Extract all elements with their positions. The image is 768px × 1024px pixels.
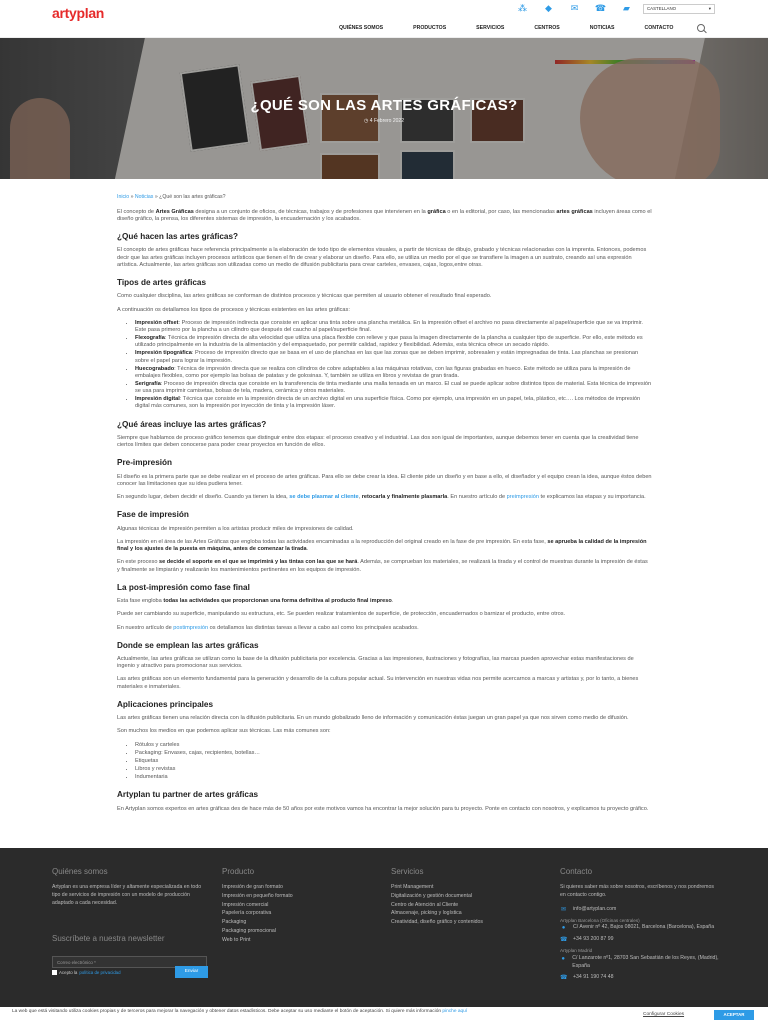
footer bbox=[0, 848, 768, 1024]
breadcrumb-noticias[interactable]: Noticias bbox=[134, 194, 154, 200]
mail-icon: ✉ bbox=[560, 906, 567, 913]
paragraph: El concepto de artes gráficas hace referencia principalmente a la elaboración de todo tipo de elementos visuales, a partir de técnicas de dibujo, grabado y técnicas relacionadas con la imprenta. Entonces, podemos decir que las artes gráficas incluyen procesos artísticos que tienen el fin de crear y elaborar un diseño. Para ello, se utiliza un medio por el que se transfiere la imagen a un sustrato, creando así una expresión artística. Actualmente, las artes gráficas son utilizadas como un medio de difusión publicitaria para crear carteles, envases, cajas, logos,entre otras. bbox=[117, 247, 647, 268]
newsletter-submit-button[interactable]: Enviar bbox=[175, 966, 208, 978]
footer-link[interactable]: Web to Print bbox=[222, 936, 251, 943]
list-item: • Serigrafía: Proceso de impresión directa que consiste en la transferencia de tinta mediante una malla tensada en un marco. El cual se puede aplicar sobre distintos tipos de material. Esta técnica de impresión se usa para imprimir camisetas, bolsas de tela, madera, cerámica y otros materiales. bbox=[135, 381, 652, 395]
list-item: • Huecograbado: Técnica de impresión directa que se realiza con cilindros de cobre adaptables a las máquinas rotativas, con las figuras grabadas en hueco. Este método se utiliza para la impresión de embalajes flexibles, como por ejemplo las bolsas de patatas y de golosinas. Y, también se utiliza en libros y revistas de gran tirada. bbox=[135, 366, 652, 380]
section-heading: Tipos de artes gráficas bbox=[117, 277, 207, 287]
footer-heading: Contacto bbox=[560, 867, 593, 876]
privacy-checkbox[interactable] bbox=[52, 970, 57, 975]
aplicaciones-list bbox=[135, 742, 652, 782]
section-heading: Fase de impresión bbox=[117, 510, 189, 520]
list-item: • Etiquetas bbox=[135, 758, 652, 765]
article-content bbox=[117, 194, 652, 819]
paragraph: A continuación os detallamos los tipos de procesos y técnicas existentes en las artes gráficas: bbox=[117, 306, 350, 313]
paragraph: Como cualquier disciplina, las artes gráficas se conforman de distintos procesos y técnicas que permiten al usuario obtener el resultado final esperado. bbox=[117, 293, 492, 300]
footer-link[interactable]: Packaging bbox=[222, 919, 247, 926]
list-item: • Impresión digital: Técnica que consiste en la impresión directa de un archivo digital en una superficie física. Como por ejemplo, una impresión en un papel, tela, plástico, etc…. Los métodos de impresión digital más comunes, son la impresión por inyección de tinta y la impresión láser. bbox=[135, 396, 652, 410]
paragraph: Las artes gráficas son un elemento fundamental para la generación y desarrollo de la cultura popular actual. Su intervención en nuestras vidas nos permite acercarnos a marcas y artistas y, por lo tanto, a bienes materiales e inmateriales. bbox=[117, 676, 639, 690]
section-heading: ¿Qué áreas incluye las artes gráficas? bbox=[117, 419, 267, 429]
phone-icon[interactable]: ☎ bbox=[594, 3, 607, 14]
link-plasmar-cliente[interactable]: se debe plasmar al cliente bbox=[289, 494, 359, 501]
footer-link[interactable]: Centro de Atención al Cliente bbox=[391, 901, 459, 908]
footer-link[interactable]: Papelería corporativa bbox=[222, 910, 272, 917]
hero-banner bbox=[0, 38, 768, 179]
paragraph: Las artes gráficas tienen una relación directa con la difusión publicitaria. En un mundo globalizado lleno de información y comunicación éstas juegan un gran papel ya que nos sirven como medio de difusión. bbox=[117, 715, 629, 722]
main-nav bbox=[333, 25, 673, 32]
phone-icon: ☎ bbox=[560, 937, 568, 944]
location-pin-icon: ● bbox=[561, 925, 566, 932]
list-item: • Indumentaria bbox=[135, 774, 652, 781]
configure-cookies-link[interactable]: Configurar Cookies bbox=[643, 1012, 685, 1017]
nav-centros[interactable]: CENTROS bbox=[534, 25, 560, 31]
accept-cookies-button[interactable]: ACEPTAR bbox=[714, 1010, 754, 1020]
search-icon[interactable] bbox=[697, 24, 705, 32]
paragraph: Algunas técnicas de impresión permiten a los artistas producir miles de impresiones de calidad. bbox=[117, 525, 354, 532]
footer-heading: Quiénes somos bbox=[52, 867, 108, 876]
paragraph: Son muchos los medios en que podemos aplicar sus técnicas. Las más comunes son: bbox=[117, 728, 331, 735]
cookie-info-link[interactable]: pinche aquí bbox=[442, 1009, 468, 1014]
section-heading: Donde se emplean las artes gráficas bbox=[117, 640, 259, 650]
list-item: • Impresión tipográfica: Proceso de impresión directo que se basa en el uso de planchas en las que las zonas que se deben imprimir, sobresalen y están impregnadas de tinta. Las planchas se presionan sobre el papel para lograr la impresión. bbox=[135, 350, 652, 364]
section-heading: Pre-impresión bbox=[117, 458, 173, 468]
language-select[interactable] bbox=[643, 4, 715, 14]
paragraph: En segundo lugar, deben decidir el diseño. Cuando ya tienen la idea, se debe plasmar al cliente, retocarla y finalmente plasmarla. En nuestro artículo de preimpresión te explicamos las etapas y su importancia. bbox=[117, 494, 646, 501]
newsletter-email-input[interactable]: Correo electrónico * bbox=[52, 956, 207, 968]
artyplan-logo[interactable]: artyplan bbox=[52, 5, 105, 21]
footer-producto bbox=[222, 866, 372, 946]
list-item: • Flexografía: Técnica de impresión directa de alta velocidad que utiliza una placa flexible con relieve y que pasa la imagen directamente de la plancha a cualquier tipo de superficie. Por ello, este método es utilizado principalmente en la industria de la alimentación y del empaquetado, por permitir calidad, rapidez y flexibilidad. Además, esta técnica ofrece un secado rápido. bbox=[135, 335, 652, 349]
tipos-list bbox=[135, 320, 652, 411]
footer-link[interactable]: Impresión de gran formato bbox=[222, 884, 283, 890]
link-preimpresion[interactable]: preimpresión bbox=[506, 494, 539, 501]
footer-link[interactable]: Digitalización y gestión documental bbox=[391, 892, 473, 899]
post-date: ◷ 4 Febrero 2022 bbox=[364, 118, 404, 124]
privacy-checkbox-row: Acepto la política de privacidad bbox=[52, 970, 121, 976]
section-heading: ¿Qué hacen las artes gráficas? bbox=[117, 231, 239, 241]
chevron-down-icon: ▾ bbox=[708, 6, 711, 12]
page-title: ¿QUÉ SON LAS ARTES GRÁFICAS? bbox=[250, 97, 518, 114]
paragraph: La impresión en el área de las Artes Gráficas que engloba todas las actividades encaminadas a la reproducción del original creado en la fase de pre impresión. En esta fase, se aprueba la calidad de la impresión final y los ajustes de la puesta en máquina, antes de comenzar la tirada. bbox=[117, 539, 647, 553]
top-icons bbox=[516, 4, 633, 14]
contact-text: Si quieres saber más sobre nosotros, escríbenos y nos pondremos en contacto contigo. bbox=[560, 884, 714, 898]
section-heading: La post-impresión como fase final bbox=[117, 582, 250, 592]
footer-heading: Servicios bbox=[391, 867, 424, 876]
web-to-print-icon[interactable]: ▰ bbox=[623, 3, 630, 14]
phone-icon: ☎ bbox=[560, 974, 568, 981]
cookie-banner bbox=[0, 1007, 768, 1024]
list-item: • Rótulos y carteles bbox=[135, 742, 652, 749]
list-item: • Libros y revistas bbox=[135, 766, 652, 773]
footer-link[interactable]: Impresión en pequeño formato bbox=[222, 892, 293, 899]
mail-icon[interactable]: ✉ bbox=[570, 3, 579, 14]
footer-quienes bbox=[52, 866, 202, 907]
paragraph: El diseño es la primera parte que se debe realizar en el proceso de artes gráficas. Para ello se debe crear la idea. El cliente pide un diseño y en base a ello, el diseñador y el equipo crean la idea, aunque éstos deben conocer las limitaciones que su idea pudiera tener. bbox=[117, 473, 652, 488]
top-header bbox=[0, 0, 768, 38]
footer-heading: Producto bbox=[222, 867, 255, 876]
footer-contacto bbox=[560, 866, 720, 986]
paragraph: Esta fase engloba todas las actividades que proporcionan una forma definitiva al producto final impreso. bbox=[117, 598, 394, 605]
footer-link[interactable]: Creatividad, diseño gráfico y contenidos bbox=[391, 919, 483, 926]
nav-productos[interactable]: PRODUCTOS bbox=[413, 25, 447, 31]
paragraph: Puede ser cambiando su superficie, manipulando su estructura, etc. Se pueden realizar tratamientos de superficie, de protección, encuadernados o barnizar el producto, entre otros. bbox=[117, 611, 566, 618]
footer-link[interactable]: Print Management bbox=[391, 884, 434, 890]
privacy-policy-link[interactable]: política de privacidad bbox=[79, 970, 121, 975]
location-pin-icon[interactable]: ◆ bbox=[545, 3, 552, 14]
paragraph: En nuestro artículo de postimpresión os detallamos las distintas tareas a llevar a cabo así como los principales acabados. bbox=[117, 624, 419, 631]
link-postimpresion[interactable]: postimpresión bbox=[173, 624, 209, 631]
paragraph: Siempre que hablamos de proceso gráfico tenemos que distinguir entre dos etapas: el proceso creativo y el industrial. Las dos son igual de importantes, aunque debemos tener en cuenta que la creatividad tiene ciertos límites que deben conocerse para poder crear proyectos en función de ellos. bbox=[117, 435, 639, 449]
office-phone[interactable]: ☎ +34 91 190 74 48 bbox=[560, 973, 614, 981]
breadcrumb: Inicio » Noticias » ¿Qué son las artes gráficas? bbox=[117, 194, 226, 200]
office-address: ● C/ Lanzarote nº1, 28703 San Sebastián de los Reyes, (Madrid), España bbox=[561, 955, 719, 970]
section-heading: Artyplan tu partner de artes gráficas bbox=[117, 790, 259, 800]
nav-quienes-somos[interactable]: QUIÉNES SOMOS bbox=[339, 25, 384, 31]
footer-link[interactable]: Almacenaje, picking y logística bbox=[391, 910, 462, 917]
sitemap-icon[interactable]: ⁂ bbox=[518, 3, 527, 14]
paragraph: En este proceso se decide el soporte en el que se imprimirá y las tintas con las que se hará. Además, se comprueban los materiales, se realizará la tirada y el control de muestras durante la impresión de éstas y finalmente se limpiarán y realizarán los mantenimientos pertinentes en los equipos de impresión. bbox=[117, 559, 648, 573]
cookie-text: La web que está visitando utiliza cookies propias y de terceros para mejorar la navegación y obtener datos estadísticos. Debe aceptar su uso mediante el botón de aceptación. Si quiere más información pinche aquí bbox=[12, 1009, 468, 1014]
footer-about-text: Artyplan es una empresa líder y altamente especializada en todo tipo de servicios de impresión con un modelo de producción adaptado a cada necesidad. bbox=[52, 884, 202, 906]
office-phone[interactable]: ☎ +34 93 200 87 99 bbox=[560, 936, 614, 944]
nav-noticias[interactable]: NOTICIAS bbox=[589, 25, 615, 31]
newsletter-heading: Suscríbete a nuestra newsletter bbox=[52, 934, 165, 943]
location-pin-icon: ● bbox=[561, 956, 565, 963]
paragraph: En Artyplan somos expertos en artes gráficas des de hace más de 50 años por este motivos vamos ha encontrar la mejor solución para tu proyecto. Ponte en contacto con nosotros, y explicamos tu proyecto gráfico. bbox=[117, 805, 649, 812]
list-item: • Impresión offset: Proceso de impresión indirecta que consiste en aplicar una tinta sobre una plancha metálica. En la impresión offset el archivo no pasa directamente al papel/superficie que se va imprimir. Este pasa primero por la plancha a un cilindro que después del caucho al papel/superficie final. bbox=[135, 320, 652, 334]
section-heading: Aplicaciones principales bbox=[117, 699, 214, 709]
footer-servicios bbox=[391, 866, 551, 928]
language-value: CASTELLANO bbox=[647, 6, 677, 12]
breadcrumb-home[interactable]: Inicio bbox=[117, 194, 130, 200]
contact-email-row[interactable]: ✉ info@artyplan.com bbox=[560, 905, 617, 913]
nav-contacto[interactable]: CONTACTO bbox=[644, 25, 674, 31]
intro-paragraph: El concepto de Artes Gráficas designa a un conjunto de oficios, de técnicas, trabajos y de profesiones que intervienen en la gráfica o en la editorial, por caso, las mencionadas artes gráficas incluyen áreas como el diseño gráfico, la prensa, los diferentes sistemas de impresión, la encuadernación y los acabados. bbox=[117, 208, 652, 222]
office-address: ● C/ Avenir nº 42, Bajos 08021, Barcelona (Barcelona), España bbox=[561, 924, 715, 932]
list-item: • Packaging: Envases, cajas, recipientes, botellas… bbox=[135, 750, 652, 757]
footer-link[interactable]: Packaging promocional bbox=[222, 927, 276, 934]
nav-servicios[interactable]: SERVICIOS bbox=[476, 25, 505, 31]
office-title: Artyplan Barcelona (Oficinas centrales) bbox=[560, 917, 640, 923]
office-title: Artyplan Madrid bbox=[560, 948, 593, 954]
footer-link[interactable]: Impresión comercial bbox=[222, 901, 269, 908]
paragraph: Actualmente, las artes gráficas se utilizan como la base de la difusión publicitaria por excelencia. Gracias a las impresiones, ilustraciones y fotografías, las marcas pueden aprovechar estas manifestaciones de ingenio y atractivo para promocionar sus servicios. bbox=[117, 656, 634, 670]
breadcrumb-current: ¿Qué son las artes gráficas? bbox=[159, 194, 226, 200]
